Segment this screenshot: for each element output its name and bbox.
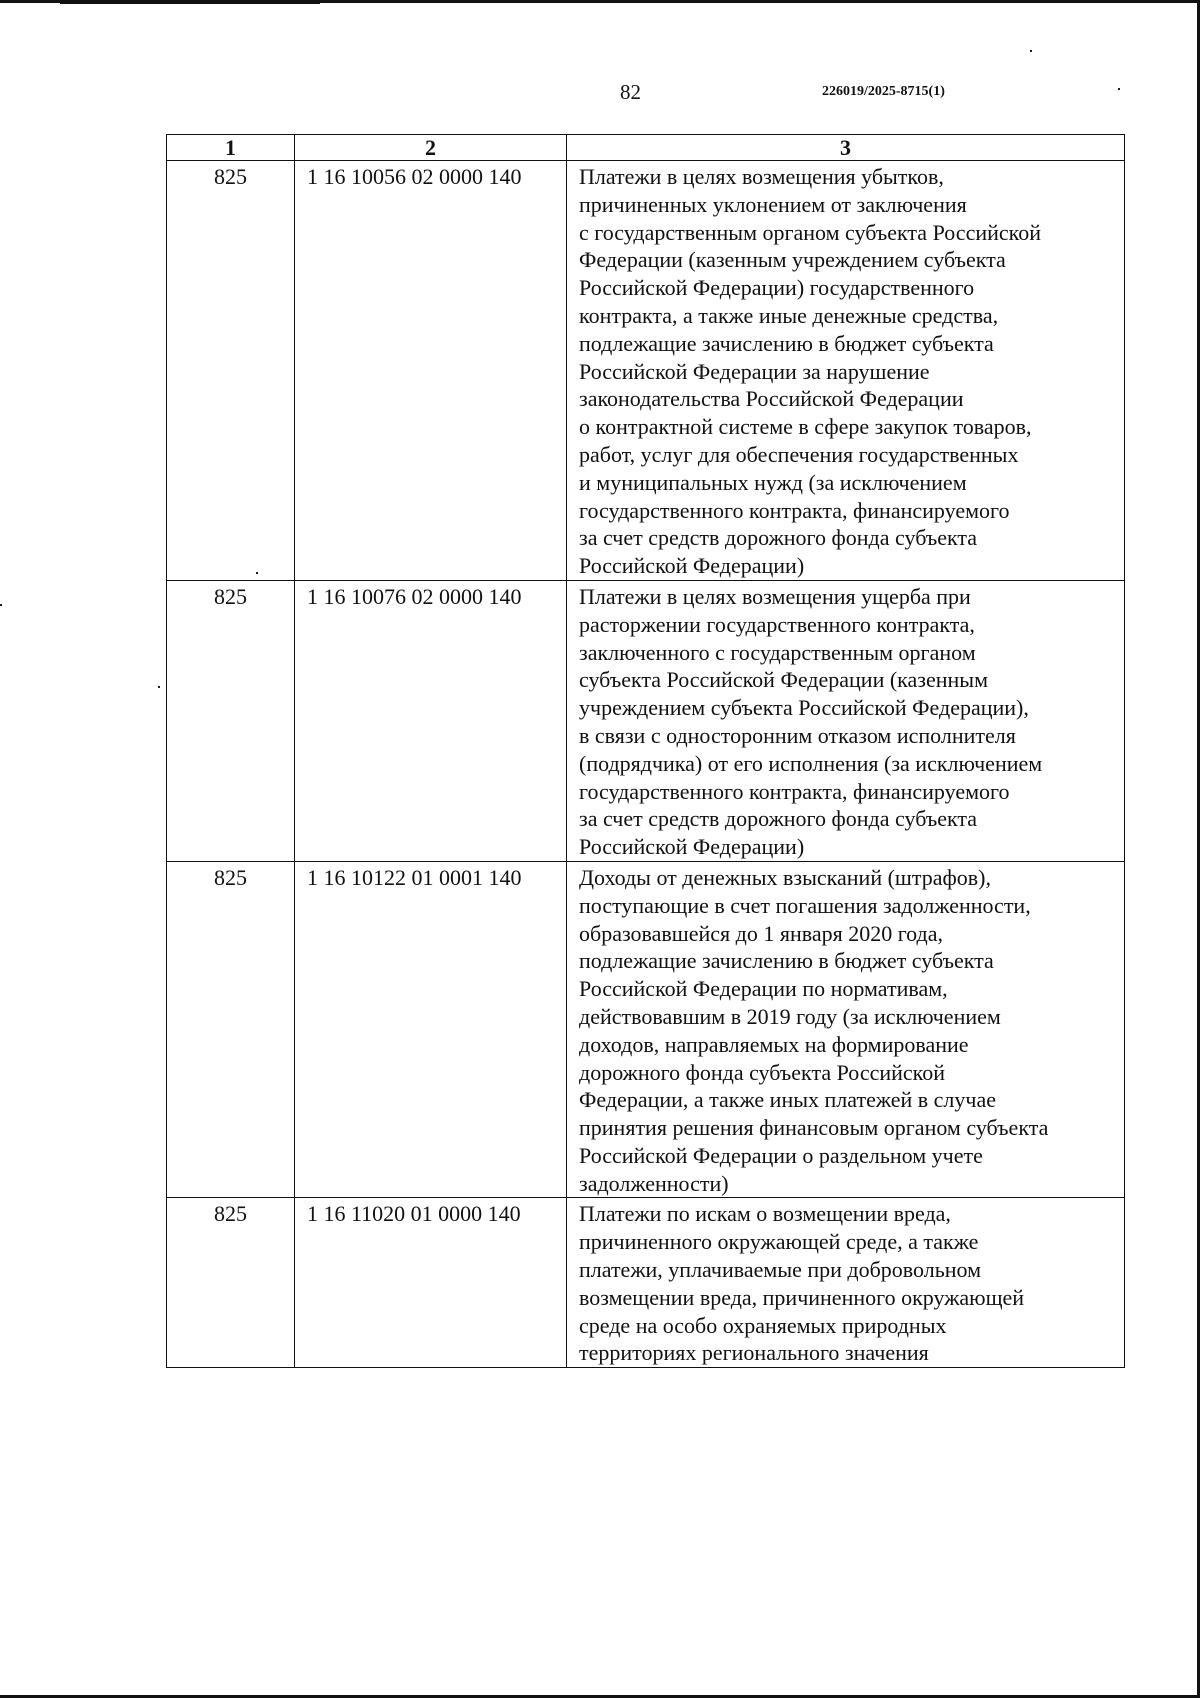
description-line: контракта, а также иные денежные средства, xyxy=(579,302,999,328)
admin-code-cell: 825 xyxy=(167,161,295,581)
scan-speck xyxy=(0,604,2,606)
page-number: 82 xyxy=(620,80,641,104)
description-line: государственного контракта, финансируемого xyxy=(579,778,1010,804)
scan-speck xyxy=(1118,88,1120,90)
description-line: в связи с односторонним отказом исполнителя xyxy=(579,722,1016,748)
table-row xyxy=(167,861,1125,1198)
description-line: учреждением субъекта Российской Федерации), xyxy=(579,695,1029,721)
description-line: территориях регионального значения xyxy=(579,1340,929,1366)
admin-code-cell: 825 xyxy=(167,861,295,1198)
table-row xyxy=(167,1198,1125,1368)
kbk-code-cell: 1 16 10076 02 0000 140 xyxy=(295,580,567,861)
description-line: Российской Федерации о раздельном учете xyxy=(579,1142,983,1168)
description-cell xyxy=(567,1198,1125,1368)
description-cell xyxy=(567,161,1125,581)
kbk-code-cell: 1 16 11020 01 0000 140 xyxy=(295,1198,567,1368)
kbk-code-cell: 1 16 10122 01 0001 140 xyxy=(295,861,567,1198)
top-edge-line xyxy=(60,2,320,4)
description-line: поступающие в счет погашения задолженности, xyxy=(579,892,1031,918)
description-line: Российской Федерации) государственного xyxy=(579,275,975,301)
description-line: Федерации (казенным учреждением субъекта xyxy=(579,247,1006,273)
description-line: задолженности) xyxy=(579,1170,729,1196)
description-line: образовавшейся до 1 января 2020 года, xyxy=(579,920,943,946)
description-line: с государственным органом субъекта Российской xyxy=(579,219,1041,245)
description-line: дорожного фонда субъекта Российской xyxy=(579,1059,946,1085)
description-line: (подрядчика) от его исполнения (за исключением xyxy=(579,750,1043,776)
admin-code-cell: 825 xyxy=(167,1198,295,1368)
description-line: подлежащие зачислению в бюджет субъекта xyxy=(579,330,994,356)
description-line: Российской Федерации за нарушение xyxy=(579,358,930,384)
description-line: субъекта Российской Федерации (казенным xyxy=(579,667,988,693)
description-line: причиненных уклонением от заключения xyxy=(579,191,967,217)
scan-speck xyxy=(1030,50,1032,52)
description-line: Доходы от денежных взысканий (штрафов), xyxy=(579,864,991,890)
table-row xyxy=(167,161,1125,581)
column-header-1: 1 xyxy=(167,135,295,161)
kbk-code-cell: 1 16 10056 02 0000 140 xyxy=(295,161,567,581)
description-line: работ, услуг для обеспечения государственных xyxy=(579,441,1019,467)
description-line: за счет средств дорожного фонда субъекта xyxy=(579,525,978,551)
description-line: возмещении вреда, причиненного окружающей xyxy=(579,1284,1025,1310)
description-line: платежи, уплачиваемые при добровольном xyxy=(579,1257,982,1283)
description-line: подлежащие зачислению в бюджет субъекта xyxy=(579,948,994,974)
description-line: Платежи по искам о возмещении вреда, xyxy=(579,1201,951,1227)
description-line: о контрактной системе в сфере закупок товаров, xyxy=(579,414,1032,440)
description-line: среде на особо охраняемых природных xyxy=(579,1312,947,1338)
table-container xyxy=(166,134,1124,1368)
description-line: причиненного окружающей среде, а также xyxy=(579,1229,979,1255)
description-line: принятия решения финансовым органом субъекта xyxy=(579,1115,1049,1141)
table-body xyxy=(167,161,1125,1368)
revenue-codes-table xyxy=(166,134,1125,1368)
scan-speck xyxy=(158,686,160,688)
description-line: и муниципальных нужд (за исключением xyxy=(579,469,967,495)
column-header-2: 2 xyxy=(295,135,567,161)
description-line: Российской Федерации) xyxy=(579,834,805,860)
description-line: расторжении государственного контракта, xyxy=(579,611,975,637)
description-line: Российской Федерации) xyxy=(579,553,805,579)
description-cell xyxy=(567,861,1125,1198)
description-line: Федерации, а также иных платежей в случае xyxy=(579,1087,997,1113)
description-line: Платежи в целях возмещения ущерба при xyxy=(579,583,971,609)
description-cell xyxy=(567,580,1125,861)
description-line: доходов, направляемых на формирование xyxy=(579,1031,969,1057)
description-line: действовавшим в 2019 году (за исключением xyxy=(579,1003,1001,1029)
description-line: Российской Федерации по нормативам, xyxy=(579,976,948,1002)
description-line: государственного контракта, финансируемого xyxy=(579,497,1010,523)
column-header-3: 3 xyxy=(567,135,1125,161)
description-line: за счет средств дорожного фонда субъекта xyxy=(579,806,978,832)
description-line: заключенного с государственным органом xyxy=(579,639,976,665)
description-line: законодательства Российской Федерации xyxy=(579,386,964,412)
table-row xyxy=(167,580,1125,861)
description-line: Платежи в целях возмещения убытков, xyxy=(579,164,944,189)
document-id: 226019/2025-8715(1) xyxy=(822,84,945,99)
admin-code-cell: 825 xyxy=(167,580,295,861)
table-header-row xyxy=(167,135,1125,161)
